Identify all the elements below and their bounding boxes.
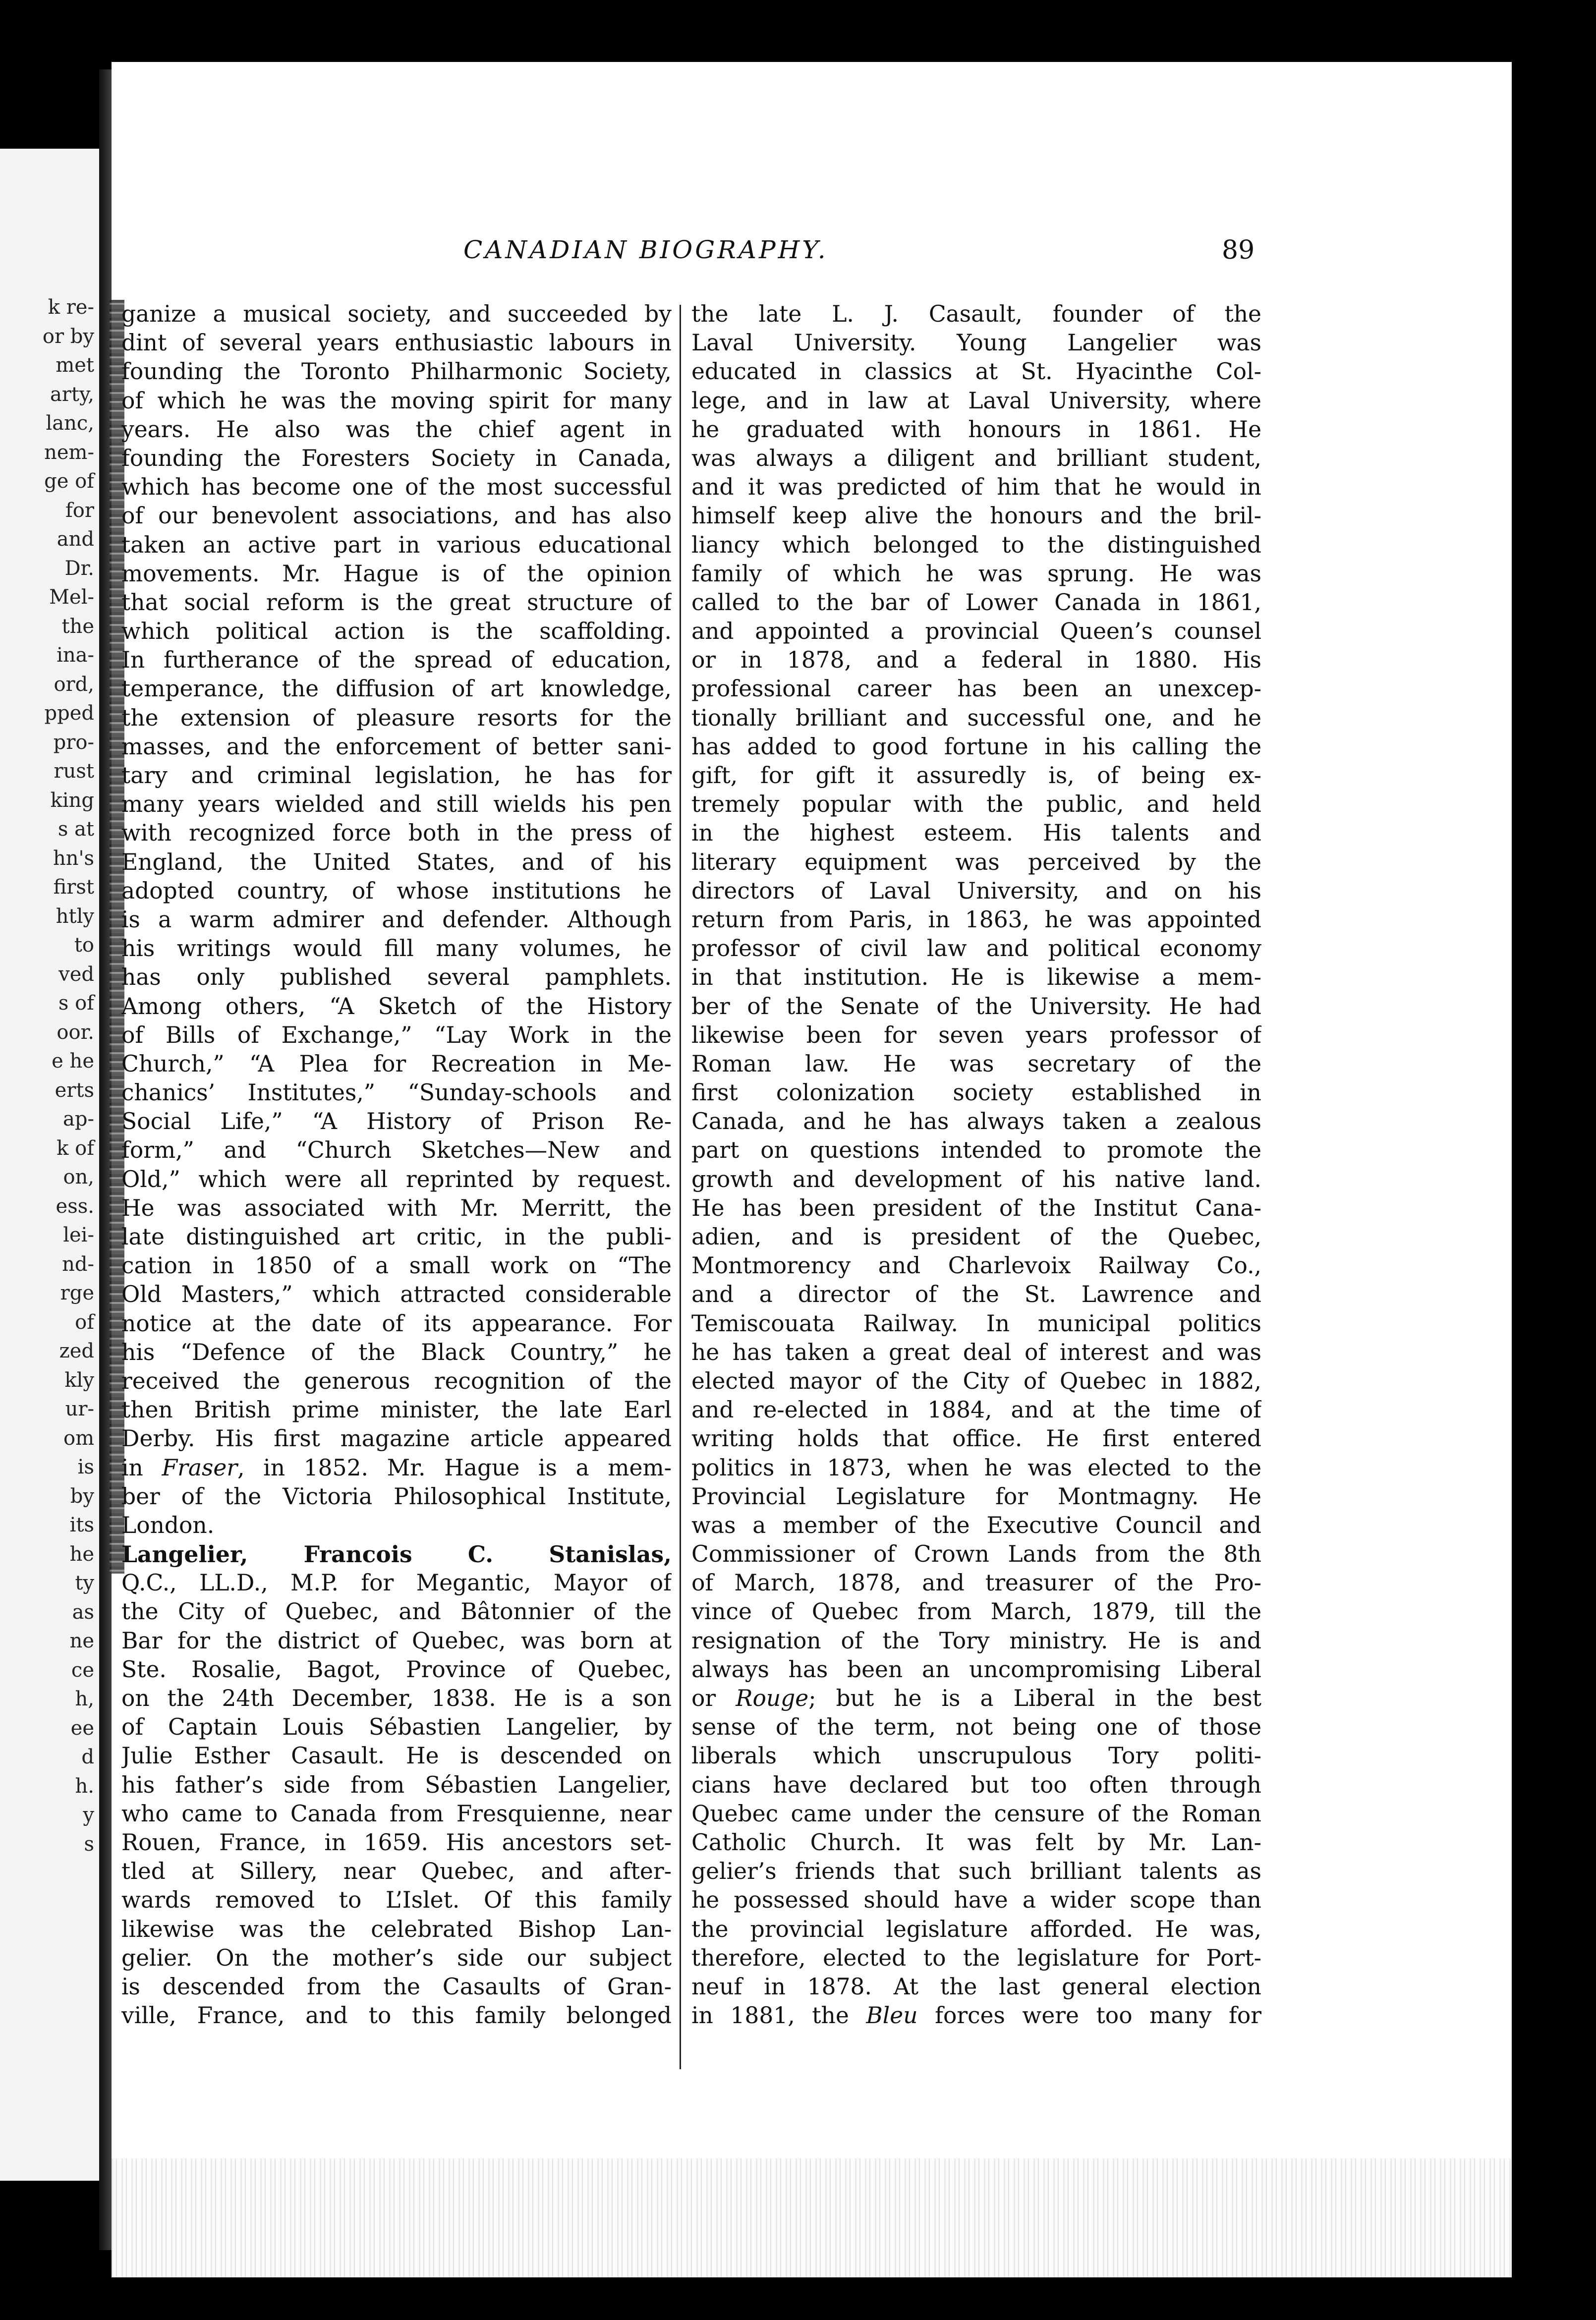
text-line: cation in 1850 of a small work on “The — [121, 1252, 672, 1279]
text-line: resignation of the Tory ministry. He is and — [691, 1627, 1261, 1654]
text-fragment: in 1881, the — [691, 2002, 849, 2029]
text-line: of Captain Louis Sébastien Langelier, by — [121, 1714, 672, 1741]
text-fragment: forces were too many for — [935, 2002, 1261, 2029]
facing-page-text-fragment: kly — [64, 1368, 94, 1392]
text-line: received the generous recognition of the — [121, 1367, 672, 1394]
facing-page-text-fragment: to — [74, 934, 94, 957]
text-fragment: in — [121, 1454, 143, 1481]
text-line: therefore, elected to the legislature for Port- — [691, 1944, 1261, 1971]
text-line: was a member of the Executive Council and — [691, 1512, 1261, 1538]
text-line: years. He also was the chief agent in — [121, 416, 672, 443]
facing-page-text-fragment: ce — [71, 1658, 94, 1682]
text-line: movements. Mr. Hague is of the opinion — [121, 560, 672, 587]
text-line: the extension of pleasure resorts for the — [121, 704, 672, 731]
text-line: neuf in 1878. At the last general election — [691, 1973, 1261, 2000]
page-header — [112, 235, 1512, 270]
text-line: ber of the Senate of the University. He had — [691, 993, 1261, 1019]
text-column-left — [121, 300, 672, 2084]
text-line: then British prime minister, the late Earl — [121, 1397, 672, 1423]
facing-page-text-fragment: ty — [75, 1572, 94, 1594]
facing-page-text-fragment: nd- — [62, 1252, 94, 1276]
text-line: Social Life,” “A History of Prison Re- — [121, 1108, 672, 1135]
facing-page-text-fragment: s of — [58, 992, 94, 1015]
text-line: ber of the Victoria Philosophical Institute, — [121, 1483, 672, 1510]
text-line: gift, for gift it assuredly is, of being ex- — [691, 762, 1261, 789]
text-line: sense of the term, not being one of those — [691, 1714, 1261, 1741]
scan-noise — [112, 2158, 1512, 2277]
text-line: Catholic Church. It was felt by Mr. Lan- — [691, 1829, 1261, 1856]
facing-page-text-fragment: e he — [52, 1050, 94, 1073]
facing-page-text-fragment: ur- — [65, 1398, 94, 1420]
text-line: Temiscouata Railway. In municipal politics — [691, 1310, 1261, 1337]
text-fragment: or — [691, 1685, 716, 1711]
facing-page-text-fragment: hn's — [53, 847, 94, 870]
text-line: Old Masters,” which attracted considerable — [121, 1281, 672, 1308]
text-line: always has been an uncompromising Liberal — [691, 1656, 1261, 1683]
text-line: tionally brilliant and successful one, and he — [691, 704, 1261, 731]
text-line: likewise was the celebrated Bishop Lan- — [121, 1916, 672, 1942]
book-page — [112, 62, 1512, 2277]
facing-page-text-fragment: lanc, — [46, 412, 94, 435]
text-line: return from Paris, in 1863, he was appointed — [691, 906, 1261, 933]
facing-page-text-fragment: is — [77, 1456, 94, 1478]
text-line-with-italic — [121, 1454, 672, 1482]
facing-page-text-fragment: pro- — [53, 731, 94, 754]
text-line: Rouen, France, in 1659. His ancestors set- — [121, 1829, 672, 1856]
facing-page-text-fragment: pped — [44, 702, 94, 725]
text-line: Montmorency and Charlevoix Railway Co., — [691, 1252, 1261, 1279]
text-line: his father’s side from Sébastien Langelier, — [121, 1771, 672, 1798]
facing-page-text-fragment: k of — [57, 1136, 94, 1160]
text-line: Roman law. He was secretary of the — [691, 1050, 1261, 1077]
text-line: Derby. His first magazine article appeared — [121, 1425, 672, 1452]
facing-page-text-fragment: ge of — [44, 470, 94, 493]
text-line: cians have declared but too often through — [691, 1771, 1261, 1798]
facing-page-text-fragment: he — [69, 1542, 94, 1566]
text-line: writing holds that office. He first entered — [691, 1425, 1261, 1452]
text-line: or in 1878, and a federal in 1880. His — [691, 647, 1261, 674]
italic-party-name: Bleu — [866, 2002, 918, 2029]
facing-page-text-fragment: or by — [42, 325, 94, 348]
text-line: Laval University. Young Langelier was — [691, 330, 1261, 356]
text-line-with-italic — [691, 1684, 1261, 1713]
text-fragment: ; but he is a Liberal in the best — [808, 1685, 1261, 1711]
text-line: notice at the date of its appearance. For — [121, 1310, 672, 1337]
facing-page-text-fragment: htly — [56, 905, 94, 928]
text-line: he possessed should have a wider scope than — [691, 1887, 1261, 1914]
text-line: Old,” which were all reprinted by request. — [121, 1166, 672, 1192]
facing-page-text-fragment: oor. — [57, 1020, 94, 1044]
facing-page-text-fragment: h, — [75, 1688, 94, 1710]
facing-page-text-fragment: Mel- — [49, 586, 94, 609]
facing-page-text-fragment: h. — [75, 1774, 94, 1798]
text-line: tremely popular with the public, and held — [691, 791, 1261, 818]
facing-page-text-fragment: om — [63, 1426, 94, 1450]
facing-page-text-fragment: erts — [55, 1078, 94, 1102]
running-title: CANADIAN BIOGRAPHY. — [463, 235, 828, 264]
text-line: adopted country, of whose institutions he — [121, 877, 672, 904]
facing-page-text-fragment: arty, — [50, 383, 94, 406]
facing-page-text-fragment: ne — [69, 1630, 94, 1652]
text-line: masses, and the enforcement of better sani- — [121, 733, 672, 760]
facing-page-text-fragment: the — [61, 615, 94, 638]
text-line: He was associated with Mr. Merritt, the — [121, 1194, 672, 1221]
text-line: of our benevolent associations, and has also — [121, 503, 672, 529]
page-number: 89 — [1222, 235, 1255, 265]
text-line: elected mayor of the City of Quebec in 1882, — [691, 1367, 1261, 1394]
text-line: likewise been for seven years professor of — [691, 1021, 1261, 1048]
facing-page-text-fragment: king — [50, 789, 94, 812]
text-line: has added to good fortune in his calling the — [691, 733, 1261, 760]
text-line: of March, 1878, and treasurer of the Pro- — [691, 1570, 1261, 1596]
text-line: and re-elected in 1884, and at the time of — [691, 1397, 1261, 1423]
facing-page-text-fragment: ina- — [57, 644, 94, 667]
facing-page-text-fragment: of — [75, 1310, 94, 1334]
text-line: and a director of the St. Lawrence and — [691, 1281, 1261, 1308]
text-line: He has been president of the Institut Cana- — [691, 1194, 1261, 1221]
facing-page-fragment — [0, 149, 106, 2181]
text-line: literary equipment was perceived by the — [691, 849, 1261, 875]
text-line: educated in classics at St. Hyacinthe Col- — [691, 358, 1261, 385]
text-line: directors of Laval University, and on his — [691, 877, 1261, 904]
text-line: which political action is the scaffolding. — [121, 618, 672, 645]
text-line: who came to Canada from Fresquienne, near — [121, 1800, 672, 1827]
text-line: his “Defence of the Black Country,” he — [121, 1339, 672, 1365]
text-line: in the highest esteem. His talents and — [691, 820, 1261, 847]
text-line: Q.C., LL.D., M.P. for Megantic, Mayor of — [121, 1570, 672, 1596]
text-line: in that institution. He is likewise a mem- — [691, 964, 1261, 991]
text-line: he has taken a great deal of interest and was — [691, 1339, 1261, 1365]
facing-page-text-fragment: zed — [59, 1340, 94, 1362]
facing-page-text-fragment: nem- — [44, 441, 94, 464]
text-line: has only published several pamphlets. — [121, 964, 672, 991]
facing-page-text-fragment: ap- — [63, 1108, 94, 1131]
text-line: gelier’s friends that such brilliant talents as — [691, 1858, 1261, 1885]
text-line: part on questions intended to promote the — [691, 1137, 1261, 1164]
text-line: Church,” “A Plea for Recreation in Me- — [121, 1050, 672, 1077]
facing-page-text-fragment: k re- — [48, 296, 94, 319]
text-line-with-italic — [691, 2001, 1261, 2030]
text-line: late distinguished art critic, in the publi- — [121, 1224, 672, 1250]
facing-page-text-fragment: Dr. — [64, 557, 94, 580]
text-line: that social reform is the great structure of — [121, 589, 672, 616]
facing-page-text-fragment: s — [84, 1832, 94, 1856]
text-line: many years wielded and still wields his pen — [121, 791, 672, 818]
text-line: dint of several years enthusiastic labours in — [121, 330, 672, 356]
facing-page-text-fragment: lei- — [63, 1224, 94, 1246]
text-line: his writings would fill many volumes, he — [121, 935, 672, 962]
text-line: with recognized force both in the press of — [121, 820, 672, 847]
text-line: Julie Esther Casault. He is descended on — [121, 1743, 672, 1769]
text-line: form,” and “Church Sketches—New and — [121, 1137, 672, 1164]
facing-page-text-fragment: ess. — [56, 1194, 94, 1218]
text-line: professor of civil law and political economy — [691, 935, 1261, 962]
facing-page-text-fragment: first — [53, 876, 94, 899]
text-line: family of which he was sprung. He was — [691, 560, 1261, 587]
text-line: adien, and is president of the Quebec, — [691, 1224, 1261, 1250]
italic-periodical-title: Fraser — [162, 1454, 238, 1481]
text-line: Among others, “A Sketch of the History — [121, 993, 672, 1019]
italic-party-name: Rouge — [736, 1685, 809, 1711]
text-column-right — [691, 300, 1261, 2084]
text-line: himself keep alive the honours and the bril- — [691, 503, 1261, 529]
text-line: temperance, the diffusion of art knowledge, — [121, 676, 672, 702]
text-line: professional career has been an unexcep- — [691, 676, 1261, 702]
text-line: chanics’ Institutes,” “Sunday-schools and — [121, 1079, 672, 1106]
text-line: and appointed a provincial Queen’s counsel — [691, 618, 1261, 645]
text-line: In furtherance of the spread of education, — [121, 647, 672, 674]
text-line: the City of Quebec, and Bâtonnier of the — [121, 1598, 672, 1625]
text-line: growth and development of his native land. — [691, 1166, 1261, 1192]
text-line: called to the bar of Lower Canada in 1861, — [691, 589, 1261, 616]
facing-page-text-fragment: and — [57, 528, 94, 551]
text-line: wards removed to L’Islet. Of this family — [121, 1887, 672, 1914]
text-line: of Bills of Exchange,” “Lay Work in the — [121, 1021, 672, 1048]
text-line: ville, France, and to this family belonged — [121, 2002, 672, 2029]
facing-page-text-fragment: y — [83, 1804, 94, 1826]
text-line: tled at Sillery, near Quebec, and after- — [121, 1858, 672, 1885]
text-line: the provincial legislature afforded. He was, — [691, 1916, 1261, 1942]
facing-page-text-fragment: ved — [58, 962, 94, 986]
text-line: which has become one of the most successful — [121, 474, 672, 501]
facing-page-text-fragment: rust — [54, 760, 94, 783]
text-line: is descended from the Casaults of Gran- — [121, 1973, 672, 2000]
facing-page-text-fragment: on, — [63, 1166, 94, 1188]
facing-page-text-fragment: d — [81, 1746, 94, 1768]
text-line: liberals which unscrupulous Tory politi- — [691, 1743, 1261, 1769]
text-line: is a warm admirer and defender. Although — [121, 906, 672, 933]
text-line: London. — [121, 1512, 215, 1538]
text-line: liancy which belonged to the distinguished — [691, 531, 1261, 558]
text-line: vince of Quebec from March, 1879, till the — [691, 1598, 1261, 1625]
text-line: of which he was the moving spirit for many — [121, 387, 672, 414]
text-line: Quebec came under the censure of the Roman — [691, 1800, 1261, 1827]
column-divider — [680, 305, 681, 2069]
biography-entry-heading: Langelier, Francois C. Stanislas, — [121, 1541, 672, 1568]
text-line: Ste. Rosalie, Bagot, Province of Quebec, — [121, 1656, 672, 1683]
facing-page-text-fragment: as — [72, 1600, 94, 1624]
text-line: Commissioner of Crown Lands from the 8th — [691, 1541, 1261, 1568]
text-line: England, the United States, and of his — [121, 849, 672, 875]
text-line: ganize a musical society, and succeeded by — [121, 301, 672, 327]
facing-page-text-fragment: s at — [57, 818, 94, 841]
facing-page-text-fragment: ord, — [54, 673, 94, 696]
text-line: tary and criminal legislation, he has for — [121, 762, 672, 789]
text-line: first colonization society established in — [691, 1079, 1261, 1106]
text-fragment: , in 1852. Mr. Hague is a mem- — [237, 1454, 672, 1481]
facing-page-text-fragment: ee — [70, 1716, 94, 1740]
text-line: politics in 1873, when he was elected to the — [691, 1454, 1261, 1481]
facing-page-text-fragment: its — [69, 1514, 94, 1536]
text-line: taken an active part in various educational — [121, 531, 672, 558]
text-line: gelier. On the mother’s side our subject — [121, 1944, 672, 1971]
text-line: he graduated with honours in 1861. He — [691, 416, 1261, 443]
text-line: Bar for the district of Quebec, was born at — [121, 1627, 672, 1654]
facing-page-text-fragment: met — [56, 354, 94, 377]
text-line: Canada, and he has always taken a zealous — [691, 1108, 1261, 1135]
text-line: was always a diligent and brilliant student, — [691, 445, 1261, 471]
text-line: on the 24th December, 1838. He is a son — [121, 1685, 672, 1711]
text-line: the late L. J. Casault, founder of the — [691, 301, 1261, 327]
facing-page-text-fragment: by — [70, 1484, 94, 1508]
text-line: and it was predicted of him that he would in — [691, 474, 1261, 501]
facing-page-text-fragment: for — [65, 499, 94, 522]
text-line: lege, and in law at Laval University, where — [691, 387, 1261, 414]
text-line: founding the Foresters Society in Canada, — [121, 445, 672, 471]
text-line: Provincial Legislature for Montmagny. He — [691, 1483, 1261, 1510]
text-line: founding the Toronto Philharmonic Society, — [121, 358, 672, 385]
facing-page-text-fragment: rge — [60, 1282, 94, 1304]
